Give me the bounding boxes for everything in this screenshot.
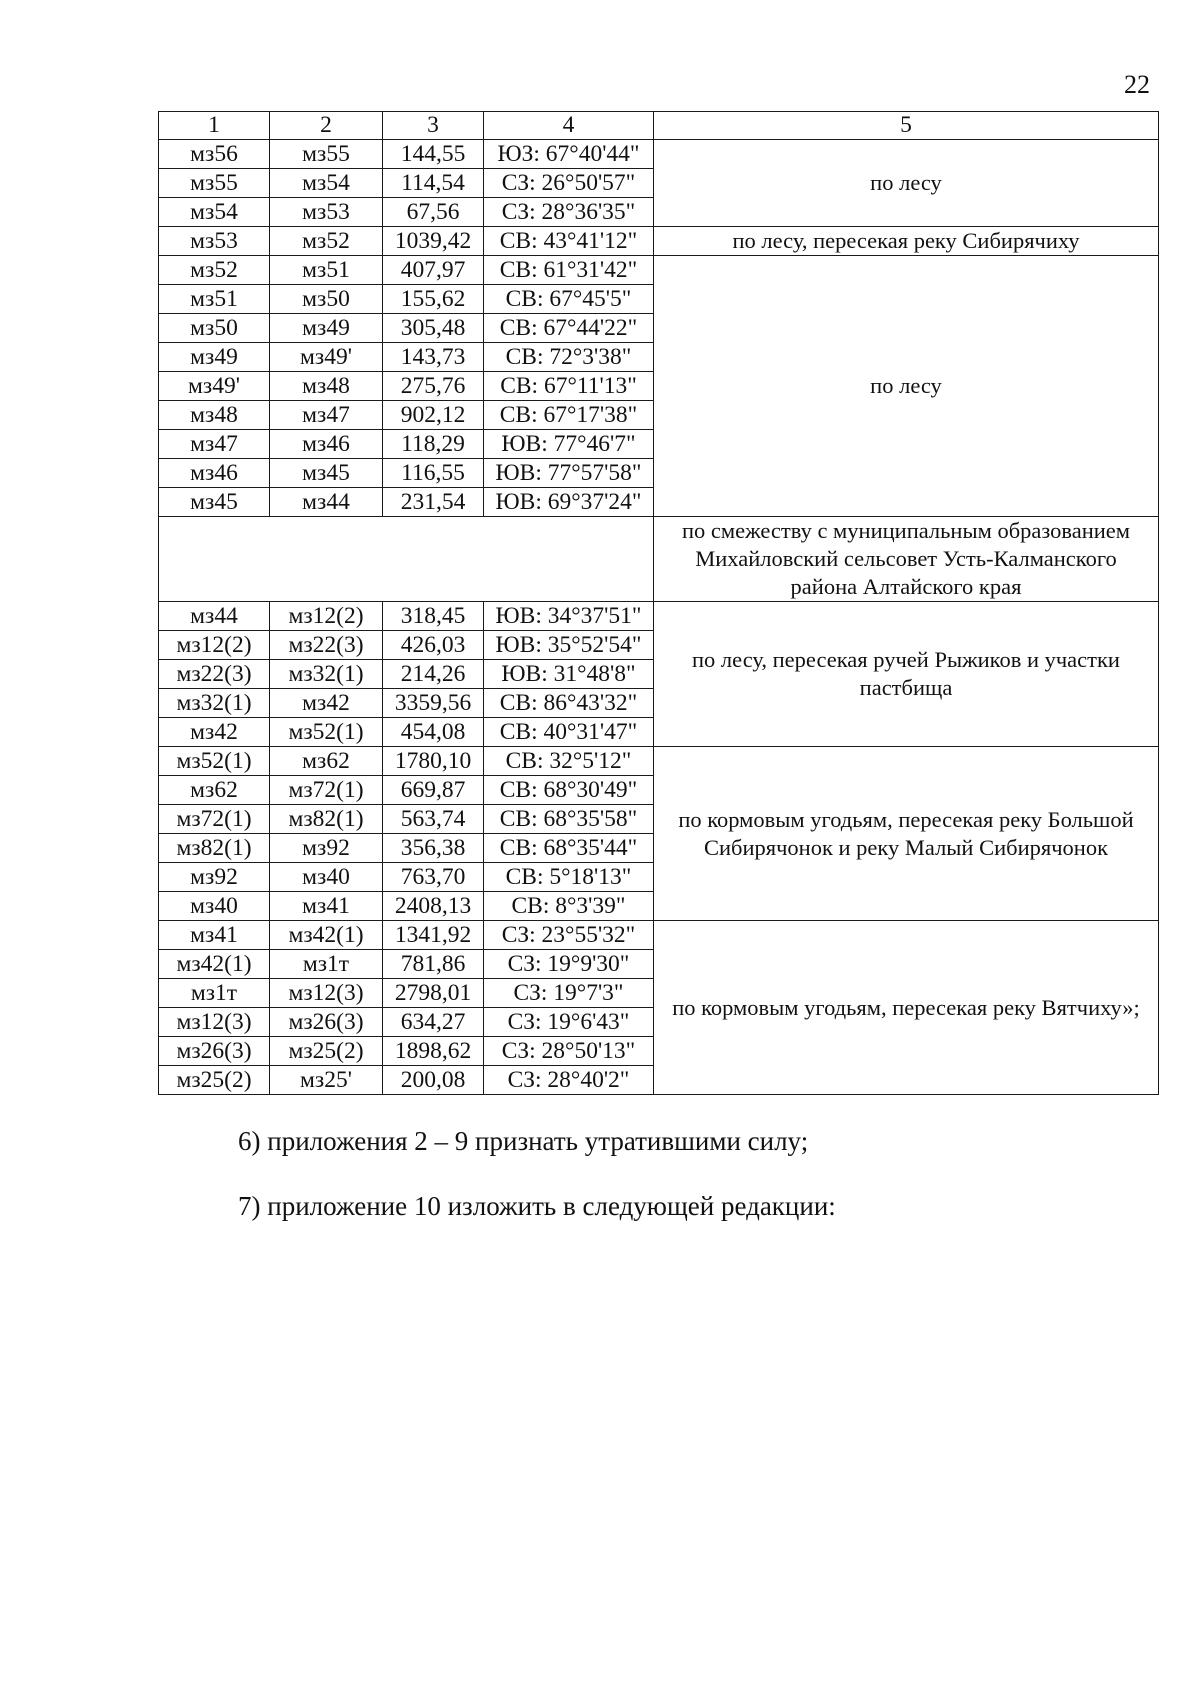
distance-cell: 116,55 <box>383 459 484 488</box>
from-point-cell: мз12(2) <box>159 631 270 660</box>
distance-cell: 3359,56 <box>383 689 484 718</box>
from-point-cell: мз55 <box>159 169 270 198</box>
bearing-cell: СЗ: 23°55'32" <box>484 921 654 950</box>
distance-cell: 902,12 <box>383 401 484 430</box>
distance-cell: 2408,13 <box>383 892 484 921</box>
distance-cell: 426,03 <box>383 631 484 660</box>
to-point-cell: мз42 <box>270 689 383 718</box>
distance-cell: 763,70 <box>383 863 484 892</box>
from-point-cell: мз44 <box>159 602 270 631</box>
to-point-cell: мз41 <box>270 892 383 921</box>
page-number: 22 <box>1124 70 1150 99</box>
bearing-cell: СВ: 68°30'49" <box>484 776 654 805</box>
from-point-cell: мз53 <box>159 227 270 256</box>
clause-7: 7) приложение 10 изложить в следующей редакции: <box>238 1191 836 1221</box>
bearing-cell: ЮВ: 35°52'54" <box>484 631 654 660</box>
distance-cell: 1898,62 <box>383 1037 484 1066</box>
boundary-table <box>158 111 1159 1095</box>
to-point-cell: мз52 <box>270 227 383 256</box>
distance-cell: 305,48 <box>383 314 484 343</box>
bearing-cell: СЗ: 19°6'43" <box>484 1008 654 1037</box>
from-point-cell: мз42(1) <box>159 950 270 979</box>
to-point-cell: мз12(3) <box>270 979 383 1008</box>
distance-cell: 2798,01 <box>383 979 484 1008</box>
bearing-cell: ЮВ: 34°37'51" <box>484 602 654 631</box>
from-point-cell: мз52 <box>159 256 270 285</box>
to-point-cell: мз40 <box>270 863 383 892</box>
table-row <box>159 921 1159 950</box>
to-point-cell: мз51 <box>270 256 383 285</box>
bearing-cell: СВ: 67°44'22" <box>484 314 654 343</box>
bearing-cell: СЗ: 19°7'3" <box>484 979 654 1008</box>
to-point-cell: мз32(1) <box>270 660 383 689</box>
to-point-cell: мз62 <box>270 747 383 776</box>
table-row <box>159 227 1159 256</box>
segment-description: по кормовым угодьям, пересекая реку Вятчиху»; <box>654 921 1159 1095</box>
bearing-cell: ЮВ: 77°57'58" <box>484 459 654 488</box>
bearing-cell: СВ: 67°11'13" <box>484 372 654 401</box>
table-row <box>159 140 1159 169</box>
distance-cell: 1341,92 <box>383 921 484 950</box>
from-point-cell: мз41 <box>159 921 270 950</box>
bearing-cell: СВ: 5°18'13" <box>484 863 654 892</box>
distance-cell: 669,87 <box>383 776 484 805</box>
distance-cell: 118,29 <box>383 430 484 459</box>
from-point-cell: мз49' <box>159 372 270 401</box>
from-point-cell: мз42 <box>159 718 270 747</box>
bearing-cell: ЮВ: 77°46'7" <box>484 430 654 459</box>
to-point-cell: мз44 <box>270 488 383 517</box>
bearing-cell: СВ: 86°43'32" <box>484 689 654 718</box>
to-point-cell: мз26(3) <box>270 1008 383 1037</box>
from-point-cell: мз25(2) <box>159 1066 270 1095</box>
from-point-cell: мз48 <box>159 401 270 430</box>
from-point-cell: мз46 <box>159 459 270 488</box>
bearing-cell: СВ: 68°35'44" <box>484 834 654 863</box>
to-point-cell: мз72(1) <box>270 776 383 805</box>
distance-cell: 1780,10 <box>383 747 484 776</box>
from-point-cell: мз51 <box>159 285 270 314</box>
to-point-cell: мз55 <box>270 140 383 169</box>
table-row <box>159 256 1159 285</box>
bearing-cell: СВ: 40°31'47" <box>484 718 654 747</box>
bearing-cell: СЗ: 28°40'2" <box>484 1066 654 1095</box>
clause-6: 6) приложения 2 – 9 признать утратившими силу; <box>238 1126 809 1156</box>
to-point-cell: мз47 <box>270 401 383 430</box>
table-header-row <box>159 112 1159 140</box>
header-cell: 3 <box>383 112 484 140</box>
to-point-cell: мз54 <box>270 169 383 198</box>
from-point-cell: мз52(1) <box>159 747 270 776</box>
bearing-cell: ЮВ: 31°48'8" <box>484 660 654 689</box>
from-point-cell: мз26(3) <box>159 1037 270 1066</box>
clauses-section <box>238 1124 1138 1254</box>
from-point-cell: мз72(1) <box>159 805 270 834</box>
table-row <box>159 602 1159 631</box>
header-cell: 5 <box>654 112 1159 140</box>
to-point-cell: мз25(2) <box>270 1037 383 1066</box>
from-point-cell: мз1т <box>159 979 270 1008</box>
from-point-cell: мз22(3) <box>159 660 270 689</box>
to-point-cell: мз12(2) <box>270 602 383 631</box>
to-point-cell: мз50 <box>270 285 383 314</box>
to-point-cell: мз53 <box>270 198 383 227</box>
header-cell: 4 <box>484 112 654 140</box>
distance-cell: 214,26 <box>383 660 484 689</box>
bearing-cell: ЮВ: 69°37'24" <box>484 488 654 517</box>
distance-cell: 318,45 <box>383 602 484 631</box>
distance-cell: 275,76 <box>383 372 484 401</box>
to-point-cell: мз49 <box>270 314 383 343</box>
bearing-cell: СВ: 8°3'39" <box>484 892 654 921</box>
to-point-cell: мз49' <box>270 343 383 372</box>
segment-description: по кормовым угодьям, пересекая реку Большой Сибирячонок и реку Малый Сибирячонок <box>654 747 1159 921</box>
bearing-cell: СВ: 72°3'38" <box>484 343 654 372</box>
from-point-cell: мз56 <box>159 140 270 169</box>
header-cell: 2 <box>270 112 383 140</box>
to-point-cell: мз92 <box>270 834 383 863</box>
bearing-cell: СВ: 61°31'42" <box>484 256 654 285</box>
to-point-cell: мз1т <box>270 950 383 979</box>
bearing-cell: СВ: 32°5'12" <box>484 747 654 776</box>
from-point-cell: мз62 <box>159 776 270 805</box>
from-point-cell: мз92 <box>159 863 270 892</box>
bearing-cell: СЗ: 19°9'30" <box>484 950 654 979</box>
distance-cell: 200,08 <box>383 1066 484 1095</box>
distance-cell: 563,74 <box>383 805 484 834</box>
bearing-cell: ЮЗ: 67°40'44" <box>484 140 654 169</box>
from-point-cell: мз32(1) <box>159 689 270 718</box>
table-row <box>159 747 1159 776</box>
distance-cell: 144,55 <box>383 140 484 169</box>
distance-cell: 114,54 <box>383 169 484 198</box>
to-point-cell: мз82(1) <box>270 805 383 834</box>
table-row <box>159 517 1159 602</box>
from-point-cell: мз12(3) <box>159 1008 270 1037</box>
from-point-cell: мз54 <box>159 198 270 227</box>
to-point-cell: мз48 <box>270 372 383 401</box>
from-point-cell: мз47 <box>159 430 270 459</box>
bearing-cell: СВ: 68°35'58" <box>484 805 654 834</box>
distance-cell: 454,08 <box>383 718 484 747</box>
bearing-cell: СЗ: 28°36'35" <box>484 198 654 227</box>
from-point-cell: мз49 <box>159 343 270 372</box>
to-point-cell: мз52(1) <box>270 718 383 747</box>
distance-cell: 1039,42 <box>383 227 484 256</box>
from-point-cell: мз40 <box>159 892 270 921</box>
distance-cell: 781,86 <box>383 950 484 979</box>
header-cell: 1 <box>159 112 270 140</box>
segment-description: по лесу, пересекая реку Сибирячиху <box>654 227 1159 256</box>
to-point-cell: мз22(3) <box>270 631 383 660</box>
from-point-cell: мз82(1) <box>159 834 270 863</box>
bearing-cell: СВ: 67°17'38" <box>484 401 654 430</box>
to-point-cell: мз25' <box>270 1066 383 1095</box>
segment-description: по лесу <box>654 140 1159 227</box>
distance-cell: 143,73 <box>383 343 484 372</box>
to-point-cell: мз42(1) <box>270 921 383 950</box>
bearing-cell: СЗ: 26°50'57" <box>484 169 654 198</box>
segment-description: по смежеству с муниципальным образованием Михайловский сельсовет Усть-Калманского района Алтайского края <box>654 517 1159 602</box>
bearing-cell: СВ: 43°41'12" <box>484 227 654 256</box>
distance-cell: 67,56 <box>383 198 484 227</box>
bearing-cell: СЗ: 28°50'13" <box>484 1037 654 1066</box>
bearing-cell: СВ: 67°45'5" <box>484 285 654 314</box>
to-point-cell: мз46 <box>270 430 383 459</box>
distance-cell: 231,54 <box>383 488 484 517</box>
segment-description: по лесу <box>654 256 1159 517</box>
from-point-cell: мз50 <box>159 314 270 343</box>
segment-description: по лесу, пересекая ручей Рыжиков и участки пастбища <box>654 602 1159 747</box>
distance-cell: 356,38 <box>383 834 484 863</box>
from-point-cell: мз45 <box>159 488 270 517</box>
distance-cell: 155,62 <box>383 285 484 314</box>
empty-merged-cell <box>159 517 654 602</box>
to-point-cell: мз45 <box>270 459 383 488</box>
distance-cell: 634,27 <box>383 1008 484 1037</box>
distance-cell: 407,97 <box>383 256 484 285</box>
